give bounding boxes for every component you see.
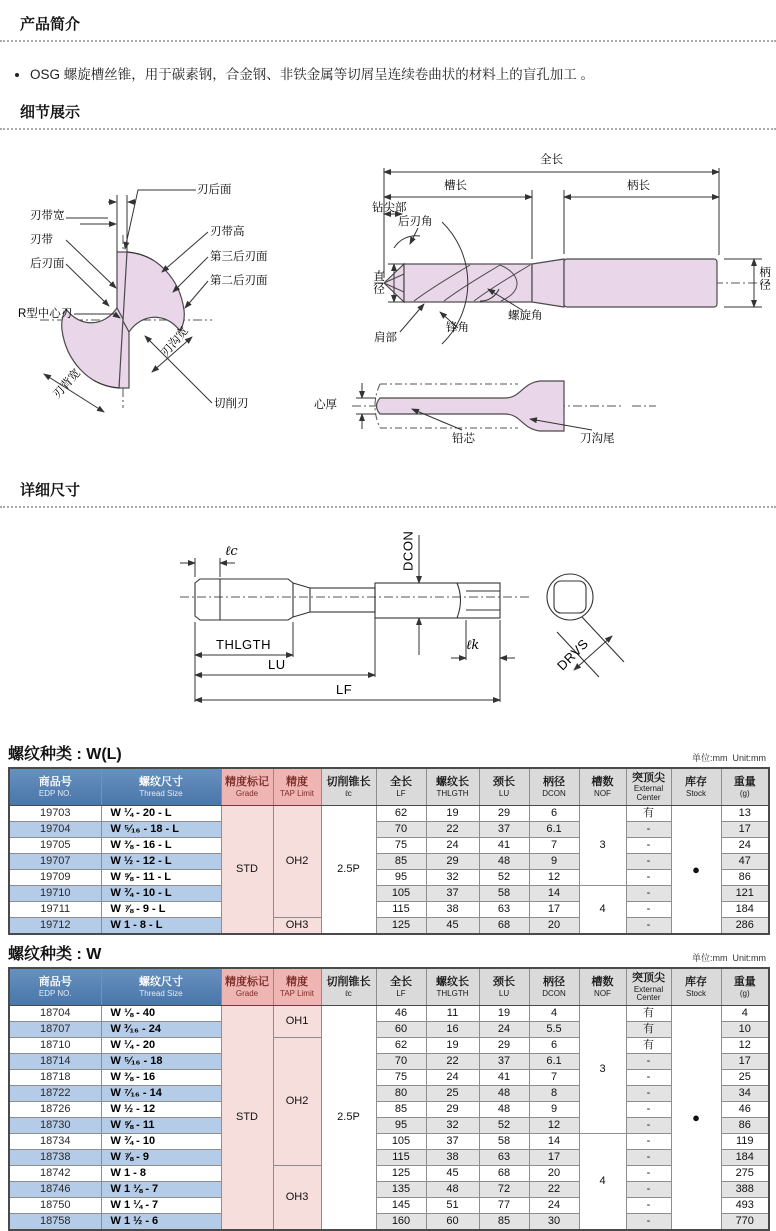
thread-size-cell: W ⅝ - 11 [101,1118,221,1134]
section-title-intro: 产品简介 [20,16,81,33]
table-cell: 72 [479,1182,529,1198]
diagram-label: 柄长 [627,179,650,192]
dotted-divider [0,506,776,508]
table-cell: 45 [426,1166,479,1182]
dimension-diagram-area [0,520,776,735]
table-cell: - [626,1054,671,1070]
thread-size-cell: W ⅜ - 16 - L [101,837,221,853]
table-cell: - [626,1118,671,1134]
diagram-label: LU [268,656,286,672]
table-cell: 20 [529,917,579,934]
diagram-label: 刃沟宽 [159,324,191,359]
edp-number-cell: 19710 [9,885,101,901]
table-cell: - [626,869,671,885]
table-cell: 125 [376,917,426,934]
thread-size-cell: W ⅝ - 11 - L [101,869,221,885]
table-cell: - [626,885,671,901]
table-cell: 34 [721,1086,769,1102]
edp-number-cell: 18726 [9,1102,101,1118]
table-cell: 32 [426,869,479,885]
thread-size-cell: W 1 ⅛ - 7 [101,1182,221,1198]
diagram-label: 切削刃 [214,397,249,410]
diagram-label: 后刃角 [398,215,433,228]
thread-size-cell: W ³⁄₁₆ - 24 [101,1022,221,1038]
column-header: 精度标记 Grade [221,968,273,1006]
table-cell: 19 [426,1038,479,1054]
detail-diagrams [0,140,776,460]
table-title: 螺纹种类 : W [8,945,102,963]
table-cell: 9 [529,853,579,869]
table-cell: 4 [721,1006,769,1022]
thread-size-cell: W ⅞ - 9 [101,1150,221,1166]
edp-number-cell: 18722 [9,1086,101,1102]
table-cell: 17 [529,1150,579,1166]
table-cell: 6 [529,805,579,821]
intro-bullet-list [14,66,776,84]
diagram-label: THLGTH [216,636,271,652]
column-header: 螺纹长 THLGTH [426,768,479,806]
table-cell: 22 [426,821,479,837]
intro-bullet-text: • OSG 螺旋槽丝锥，用于碳素钢，合金钢、非铁金属等切屑呈连续卷曲状的材料上的盲孔加工 。 [30,66,776,84]
table-row [9,1150,769,1166]
column-header: 突顶尖 External Center [626,968,671,1006]
thread-size-cell: W ⅜ - 16 [101,1070,221,1086]
spec-table-w [8,967,770,1231]
table-cell: 32 [426,1118,479,1134]
column-header: 库存 Stock [671,968,721,1006]
table-cell: - [626,853,671,869]
table-cell: 105 [376,1134,426,1150]
column-header: 商品号 EDP NO. [9,768,101,806]
table-cell: 25 [426,1086,479,1102]
table-cell: 3 [579,805,626,885]
unit-note: 单位:mm Unit:mm [692,752,766,763]
table-cell: 13 [721,805,769,821]
table-cell: 24 [426,837,479,853]
diagram-label: 刃后面 [197,183,232,196]
edp-number-cell: 18750 [9,1198,101,1214]
table-cell: 4 [579,1134,626,1231]
table-cell: 17 [529,901,579,917]
dotted-divider [0,40,776,42]
diagram-label: ℓk [466,637,480,653]
table-cell: 29 [479,1038,529,1054]
table-cell: 4 [529,1006,579,1022]
table-cell: 19 [426,805,479,821]
table-cell: OH1 [273,1006,321,1038]
table-row [9,837,769,853]
table-cell: 9 [529,1102,579,1118]
table-cell: OH2 [273,805,321,917]
table-cell: 14 [529,1134,579,1150]
table-cell: 70 [376,821,426,837]
thread-size-cell: W ⅞ - 9 - L [101,901,221,917]
table-cell: 46 [376,1006,426,1022]
diagram-label: 螺旋角 [508,309,543,322]
edp-number-cell: 18714 [9,1054,101,1070]
table-row [9,1166,769,1182]
table-cell: 63 [479,1150,529,1166]
table-cell: 58 [479,1134,529,1150]
table-cell: 41 [479,837,529,853]
table-cell: 24 [426,1070,479,1086]
table-cell: 68 [479,917,529,934]
table-cell: 2.5P [321,1006,376,1231]
thread-size-cell: W ⁵⁄₁₆ - 18 - L [101,821,221,837]
table-cell: - [626,1182,671,1198]
table-cell: 115 [376,1150,426,1166]
table-cell: 24 [721,837,769,853]
table-cell: 95 [376,1118,426,1134]
column-header: 精度 TAP Limit [273,768,321,806]
diagram-label: 刃背宽 [51,366,84,401]
table-cell: ● [671,1006,721,1231]
table-cell: - [626,837,671,853]
table-cell: 70 [376,1054,426,1070]
table-cell: 41 [479,1070,529,1086]
table-cell: 29 [426,853,479,869]
table-cell: 12 [529,1118,579,1134]
table-cell: 62 [376,805,426,821]
table-cell: 85 [376,853,426,869]
table-cell: 125 [376,1166,426,1182]
table-row [9,821,769,837]
table-cell: 286 [721,917,769,934]
table-cell: 60 [376,1022,426,1038]
tool-side-view-diagram [372,140,776,370]
table-cell: - [626,1198,671,1214]
table-cell: 184 [721,901,769,917]
diagram-label: 第二后刃面 [210,274,268,287]
table-cell: 68 [479,1166,529,1182]
table-cell: 46 [721,1102,769,1118]
table-row [9,917,769,934]
table-cell: 5.5 [529,1022,579,1038]
table-cell: 24 [529,1198,579,1214]
table-cell: 145 [376,1198,426,1214]
edp-number-cell: 18707 [9,1022,101,1038]
table-cell: STD [221,805,273,934]
table-cell: - [626,901,671,917]
table-cell: 77 [479,1198,529,1214]
table-cell: 8 [529,1086,579,1102]
column-header: 螺纹长 THLGTH [426,968,479,1006]
column-header: 切削锥长 ℓc [321,968,376,1006]
table-cell: 3 [579,1006,626,1134]
column-header: 柄径 DCON [529,968,579,1006]
table-cell: 6.1 [529,821,579,837]
table-cell: 19 [479,1006,529,1022]
column-header: 突顶尖 External Center [626,768,671,806]
table-cell: 29 [426,1102,479,1118]
table-row [9,1102,769,1118]
table-cell: 6 [529,1038,579,1054]
table-cell: OH2 [273,1038,321,1166]
edp-number-cell: 18704 [9,1006,101,1022]
table-cell: - [626,1102,671,1118]
table-cell: 80 [376,1086,426,1102]
spec-table-section-wl [0,741,776,935]
edp-number-cell: 19703 [9,805,101,821]
table-cell: - [626,1166,671,1182]
thread-size-cell: W ⁷⁄₁₆ - 14 [101,1086,221,1102]
table-row [9,885,769,901]
table-cell: 45 [426,917,479,934]
thread-size-cell: W ⅛ - 40 [101,1006,221,1022]
table-cell: 37 [479,1054,529,1070]
table-row [9,1006,769,1022]
table-cell: 48 [426,1182,479,1198]
table-cell: 38 [426,1150,479,1166]
core-thickness-diagram [300,375,730,455]
table-cell: - [626,917,671,934]
table-cell: 135 [376,1182,426,1198]
table-cell: - [626,821,671,837]
dotted-divider [0,128,776,130]
edp-number-cell: 18718 [9,1070,101,1086]
diagram-label: DRVS [554,635,592,673]
edp-number-cell: 19711 [9,901,101,917]
thread-size-cell: W ¾ - 10 - L [101,885,221,901]
diagram-label: LF [336,681,353,697]
table-cell: 22 [529,1182,579,1198]
section-title-details: 细节展示 [20,103,81,121]
table-cell: 22 [426,1054,479,1070]
tap-dimension-diagram [130,520,660,735]
header-row [9,768,769,806]
table-cell: 有 [626,805,671,821]
diagram-label: 槽长 [444,179,467,192]
table-row [9,1134,769,1150]
diagram-label: 直径 [372,269,385,295]
table-cell: 25 [721,1070,769,1086]
table-cell: STD [221,1006,273,1231]
edp-number-cell: 18730 [9,1118,101,1134]
table-cell: 51 [426,1198,479,1214]
column-header: 重量 (g) [721,768,769,806]
table-row [9,901,769,917]
table-cell: 12 [529,869,579,885]
table-cell: 121 [721,885,769,901]
diagram-label: R型中心刃 [18,307,73,320]
edp-number-cell: 18734 [9,1134,101,1150]
diagram-label: 第三后刃面 [210,250,268,263]
table-cell: 17 [721,1054,769,1070]
edp-number-cell: 19712 [9,917,101,934]
thread-size-cell: W 1 - 8 - L [101,917,221,934]
table-row [9,1054,769,1070]
edp-number-cell: 19707 [9,853,101,869]
thread-size-cell: W ¼ - 20 - L [101,805,221,821]
table-cell: 48 [479,853,529,869]
table-row [9,1038,769,1054]
table-cell: 47 [721,853,769,869]
table-cell: 52 [479,1118,529,1134]
column-header: 螺纹尺寸 Thread Size [101,968,221,1006]
table-cell: 7 [529,837,579,853]
table-cell: 493 [721,1198,769,1214]
table-cell: ● [671,805,721,934]
table-row [9,1086,769,1102]
table-cell: 770 [721,1214,769,1231]
table-title: 螺纹种类 : W(L) [8,745,122,763]
column-header: 全长 LF [376,768,426,806]
spec-table-wl [8,767,770,935]
table-cell: 7 [529,1070,579,1086]
table-row [9,1182,769,1198]
table-cell: 105 [376,885,426,901]
edp-number-cell: 18742 [9,1166,101,1182]
column-header: 切削锥长 ℓc [321,768,376,806]
table-cell: 75 [376,837,426,853]
table-cell: - [626,1214,671,1231]
thread-size-cell: W 1 - 8 [101,1166,221,1182]
table-row [9,1070,769,1086]
table-cell: 85 [479,1214,529,1231]
table-row [9,1198,769,1214]
column-header: 商品号 EDP NO. [9,968,101,1006]
tool-side-view-drawing [372,140,776,370]
core-thickness-drawing [300,375,730,455]
thread-size-cell: W ¾ - 10 [101,1134,221,1150]
column-header: 库存 Stock [671,768,721,806]
column-header: 螺纹尺寸 Thread Size [101,768,221,806]
diagram-label: 后刃面 [30,257,65,270]
table-cell: 86 [721,1118,769,1134]
table-cell: 48 [479,1102,529,1118]
thread-size-cell: W 1 ¼ - 7 [101,1198,221,1214]
table-cell: 有 [626,1006,671,1022]
edp-number-cell: 18746 [9,1182,101,1198]
table-row [9,1022,769,1038]
table-cell: 38 [426,901,479,917]
table-cell: 160 [376,1214,426,1231]
table-cell: 30 [529,1214,579,1231]
table-cell: 2.5P [321,805,376,934]
table-cell: 60 [426,1214,479,1231]
table-cell: 有 [626,1022,671,1038]
thread-size-cell: W ½ - 12 [101,1102,221,1118]
diagram-label: 刃带宽 [30,209,65,222]
table-cell: 37 [479,821,529,837]
table-cell: - [626,1086,671,1102]
table-row [9,853,769,869]
thread-size-cell: W ⁵⁄₁₆ - 18 [101,1054,221,1070]
table-cell: 52 [479,869,529,885]
column-header: 颈长 LU [479,968,529,1006]
table-cell: 有 [626,1038,671,1054]
table-cell: 95 [376,869,426,885]
table-cell: 48 [479,1086,529,1102]
table-cell: 17 [721,821,769,837]
table-cell: 58 [479,885,529,901]
diagram-label: 肩部 [374,331,397,344]
table-cell: 12 [721,1038,769,1054]
edp-number-cell: 19704 [9,821,101,837]
header-row [9,968,769,1006]
table-cell: 4 [579,885,626,934]
table-cell: 14 [529,885,579,901]
table-row [9,869,769,885]
table-cell: 29 [479,805,529,821]
diagram-label: 铅芯 [452,432,475,445]
table-cell: OH3 [273,1166,321,1231]
diagram-label: 全长 [540,153,563,166]
section-title-dimensions: 详细尺寸 [20,481,81,499]
thread-size-cell: W ½ - 12 - L [101,853,221,869]
table-cell: - [626,1070,671,1086]
table-cell: OH3 [273,917,321,934]
diagram-label: 钻尖部 [372,201,407,214]
table-cell: 24 [479,1022,529,1038]
column-header: 颈长 LU [479,768,529,806]
table-cell: - [626,1134,671,1150]
table-cell: 16 [426,1022,479,1038]
column-header: 全长 LF [376,968,426,1006]
column-header: 重量 (g) [721,968,769,1006]
column-header: 槽数 NOF [579,968,626,1006]
thread-size-cell: W 1 ½ - 6 [101,1214,221,1231]
table-cell: 62 [376,1038,426,1054]
table-cell: 37 [426,885,479,901]
table-cell: 20 [529,1166,579,1182]
diagram-label: 柄径 [758,265,771,291]
column-header: 柄径 DCON [529,768,579,806]
edp-number-cell: 18710 [9,1038,101,1054]
edp-number-cell: 18758 [9,1214,101,1231]
diagram-label: 刃带高 [210,225,245,238]
diagram-label: 锋角 [446,321,469,334]
tap-dimension-drawing [130,520,660,735]
table-cell: 115 [376,901,426,917]
edp-number-cell: 18738 [9,1150,101,1166]
table-cell: 119 [721,1134,769,1150]
diagram-label: 心厚 [314,398,337,411]
column-header: 精度 TAP Limit [273,968,321,1006]
diagram-label: 刃带 [30,233,53,246]
column-header: 精度标记 Grade [221,768,273,806]
thread-size-cell: W ¼ - 20 [101,1038,221,1054]
table-cell: 75 [376,1070,426,1086]
table-cell: 10 [721,1022,769,1038]
table-cell: 275 [721,1166,769,1182]
table-cell: - [626,1150,671,1166]
table-cell: 184 [721,1150,769,1166]
table-cell: 11 [426,1006,479,1022]
spec-table-section-w [0,941,776,1231]
table-cell: 37 [426,1134,479,1150]
diagram-label: 刀沟尾 [580,432,615,445]
table-cell: 63 [479,901,529,917]
edp-number-cell: 19705 [9,837,101,853]
unit-note: 单位:mm Unit:mm [692,952,766,963]
table-cell: 6.1 [529,1054,579,1070]
column-header: 槽数 NOF [579,768,626,806]
table-cell: 86 [721,869,769,885]
table-cell: 388 [721,1182,769,1198]
table-row [9,805,769,821]
table-row [9,1118,769,1134]
diagram-label: ℓc [225,543,238,559]
diagram-label: DCON [400,530,416,571]
edp-number-cell: 19709 [9,869,101,885]
table-cell: 85 [376,1102,426,1118]
